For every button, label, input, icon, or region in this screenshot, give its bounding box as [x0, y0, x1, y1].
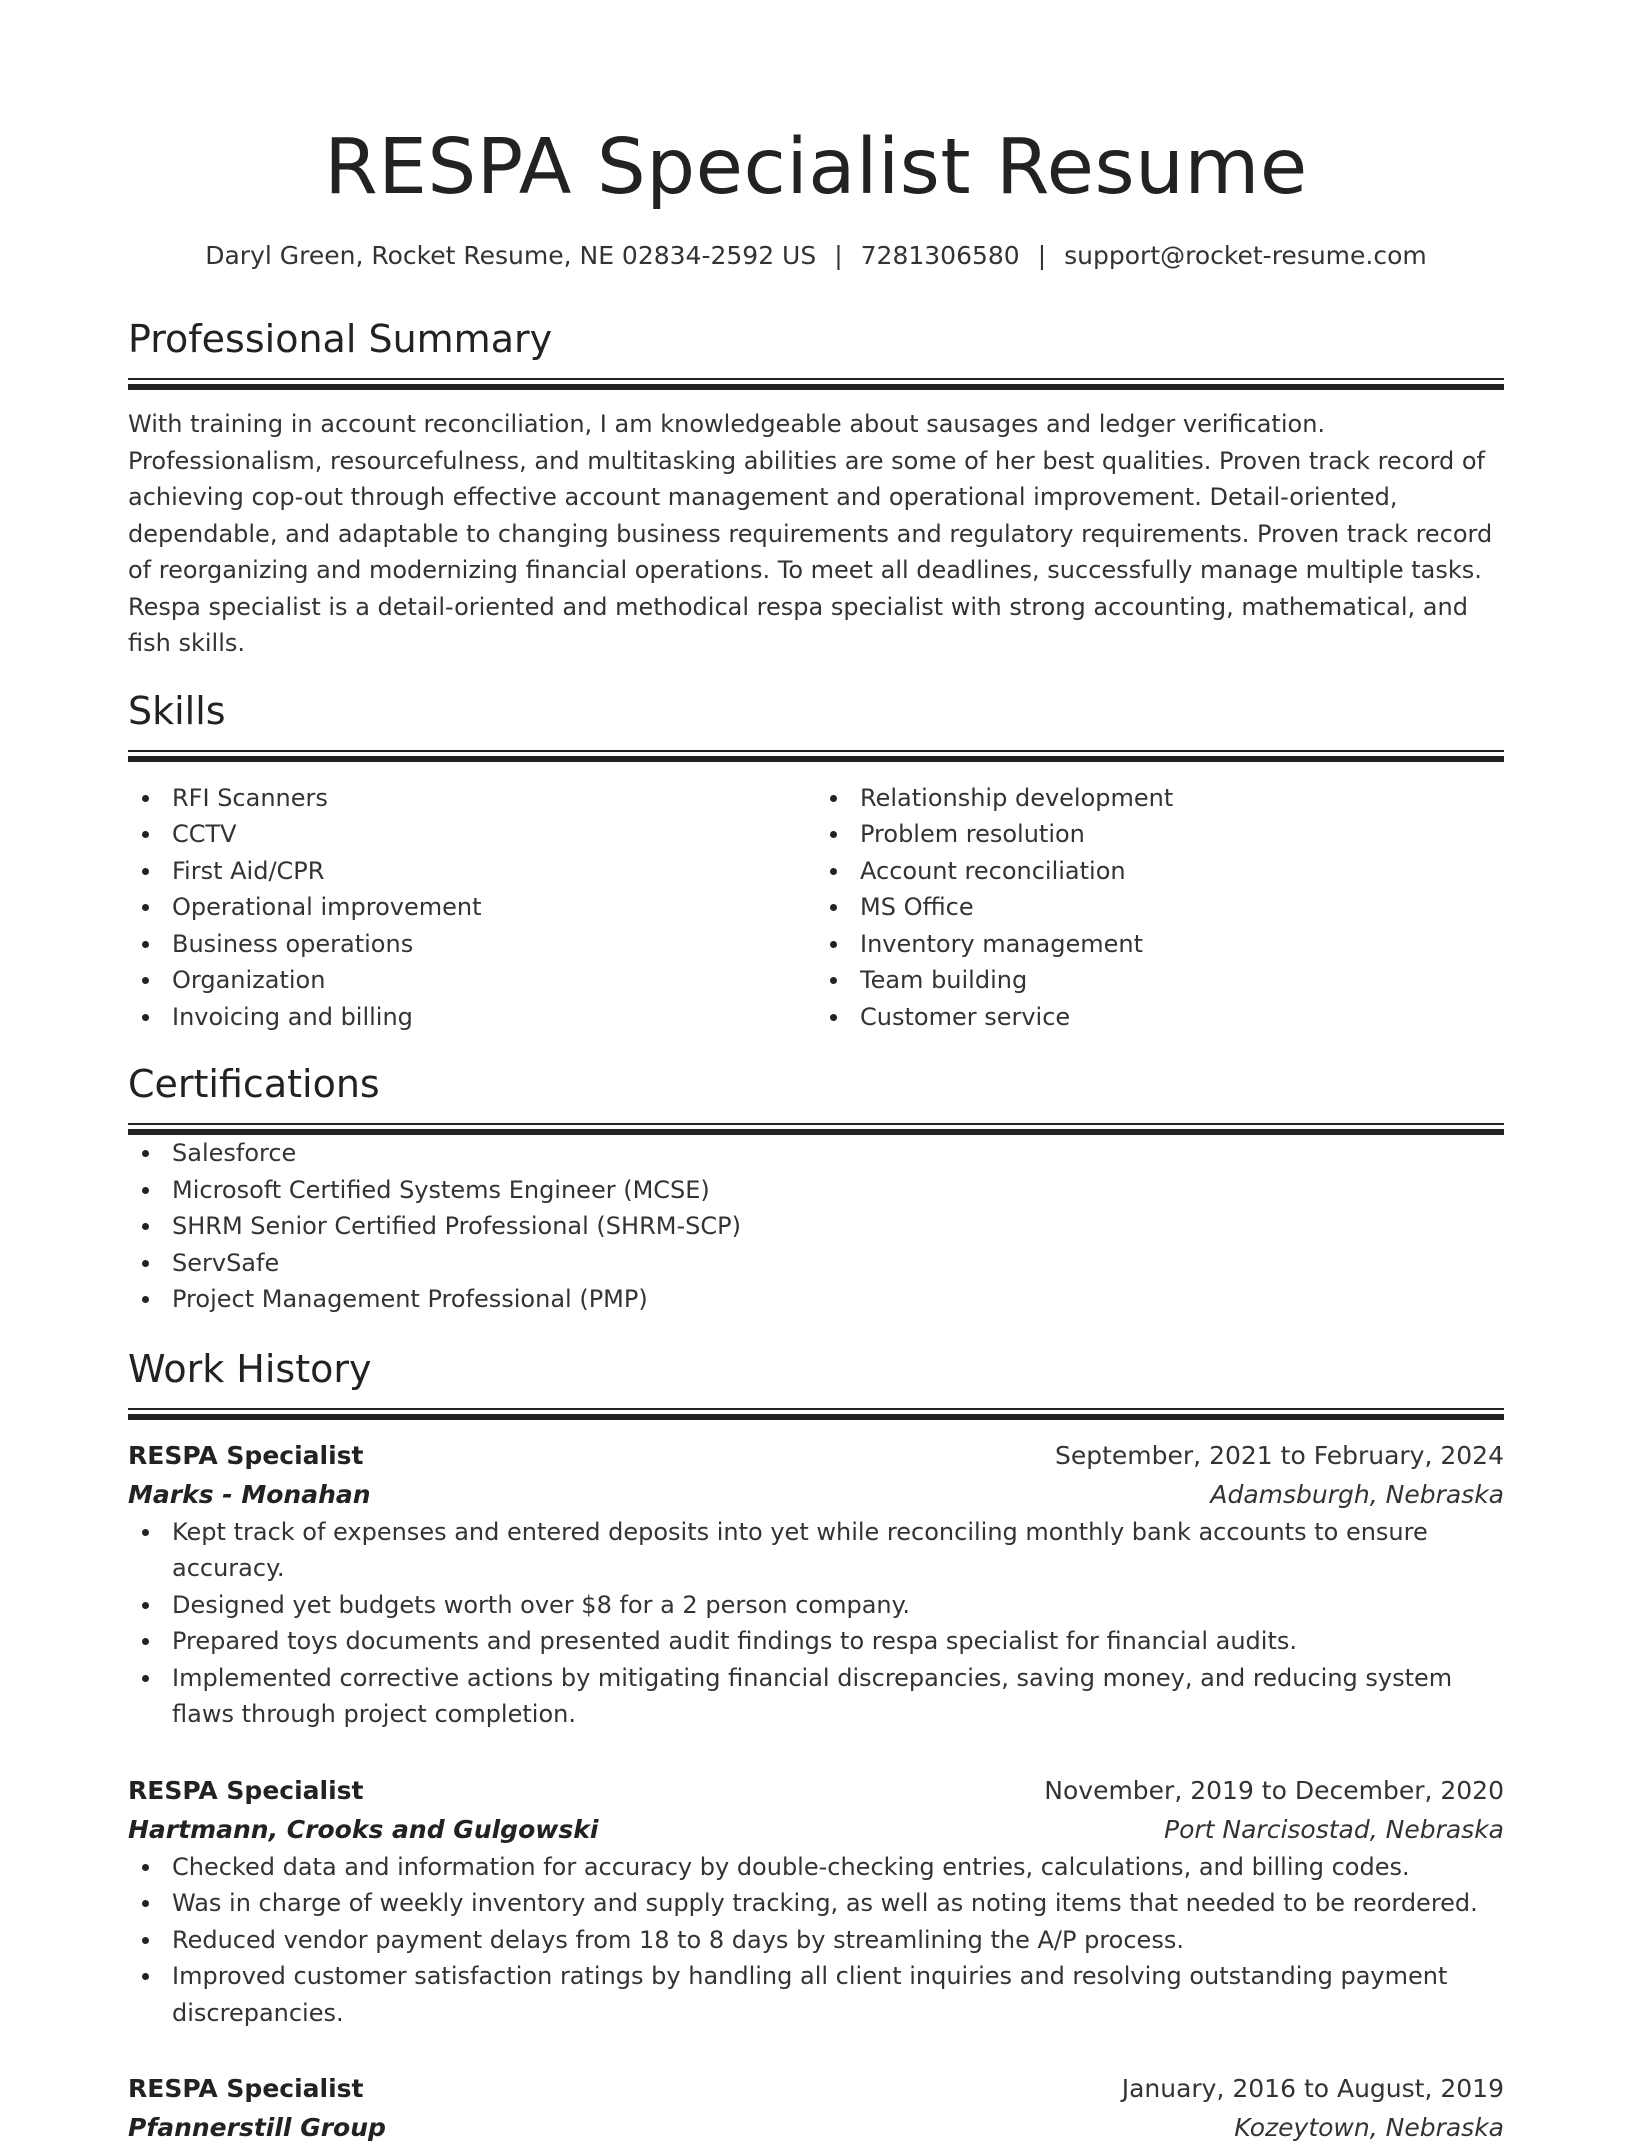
skill-item: Invoicing and billing — [128, 999, 816, 1036]
summary-heading: Professional Summary — [128, 314, 1504, 364]
skills-grid — [128, 780, 1504, 1036]
skill-item: Inventory management — [816, 926, 1504, 963]
section-divider — [128, 1123, 1504, 1135]
job-header-row — [128, 1436, 1504, 1475]
skill-item: Relationship development — [816, 780, 1504, 817]
skills-column-left — [128, 780, 816, 1036]
skills-section — [128, 686, 1504, 1036]
job-entry — [128, 1771, 1504, 2032]
skill-item: Organization — [128, 962, 816, 999]
section-divider — [128, 378, 1504, 390]
contact-address: Daryl Green, Rocket Resume, NE 02834-2592 US — [205, 241, 816, 270]
job-duties-list — [128, 1514, 1504, 1733]
contact-separator: | — [1020, 241, 1064, 270]
job-company: Pfannerstill Group — [128, 2108, 386, 2147]
job-header-row — [128, 1771, 1504, 1810]
job-company: Marks - Monahan — [128, 1475, 371, 1514]
certifications-heading: Certifications — [128, 1059, 1504, 1109]
skills-column-right — [816, 780, 1504, 1036]
job-location: Kozeytown, Nebraska — [1234, 2108, 1504, 2147]
skill-item: MS Office — [816, 889, 1504, 926]
job-entry — [128, 1436, 1504, 1733]
contact-line — [128, 238, 1504, 274]
summary-section — [128, 314, 1504, 662]
job-duties-list — [128, 1849, 1504, 2032]
skills-heading: Skills — [128, 686, 1504, 736]
certification-item: Microsoft Certified Systems Engineer (MCSE) — [128, 1172, 1504, 1209]
certification-item: Project Management Professional (PMP) — [128, 1281, 1504, 1318]
job-employer-row — [128, 2108, 1504, 2147]
skill-item: RFI Scanners — [128, 780, 816, 817]
job-location: Port Narcisostad, Nebraska — [1164, 1810, 1504, 1849]
certifications-list — [128, 1135, 1504, 1318]
section-divider — [128, 1408, 1504, 1420]
skill-item: CCTV — [128, 816, 816, 853]
skills-list-left — [128, 780, 816, 1036]
job-duty-item: Reduced vendor payment delays from 18 to 8 days by streamlining the A/P process. — [128, 1922, 1504, 1959]
job-dates: September, 2021 to February, 2024 — [1055, 1436, 1504, 1475]
job-title: RESPA Specialist — [128, 1436, 364, 1475]
certification-item: ServSafe — [128, 1245, 1504, 1282]
skill-item: Account reconciliation — [816, 853, 1504, 890]
job-employer-row — [128, 1810, 1504, 1849]
contact-separator: | — [816, 241, 860, 270]
job-title: RESPA Specialist — [128, 1771, 364, 1810]
skills-list-right — [816, 780, 1504, 1036]
job-duty-item: Kept track of expenses and entered deposits into yet while reconciling monthly bank accounts to ensure accuracy. — [128, 1514, 1504, 1587]
work-history-section — [128, 1344, 1504, 2147]
job-duty-item: Designed yet budgets worth over $8 for a 2 person company. — [128, 1587, 1504, 1624]
summary-text: With training in account reconciliation, I am knowledgeable about sausages and ledger verification. Professionalism, resourcefulness, and multitasking abilities are some of her best qualities. Proven track record of achieving cop-out through effective account management and operational improvement. Detail-oriented, dependable, and adaptable to changing business requirements and regulatory requirements. Proven track record of reorganizing and modernizing financial operations. To meet all deadlines, successfully manage multiple tasks. Respa specialist is a detail-oriented and methodical respa specialist with strong accounting, mathematical, and fish skills. — [128, 406, 1504, 662]
skill-item: Business operations — [128, 926, 816, 963]
work-history-heading: Work History — [128, 1344, 1504, 1394]
skill-item: Customer service — [816, 999, 1504, 1036]
certification-item: SHRM Senior Certified Professional (SHRM-SCP) — [128, 1208, 1504, 1245]
skill-item: Problem resolution — [816, 816, 1504, 853]
job-title: RESPA Specialist — [128, 2069, 364, 2108]
certification-item: Salesforce — [128, 1135, 1504, 1172]
job-company: Hartmann, Crooks and Gulgowski — [128, 1810, 598, 1849]
job-employer-row — [128, 1475, 1504, 1514]
resume-title: RESPA Specialist Resume — [128, 0, 1504, 218]
contact-phone: 7281306580 — [861, 241, 1020, 270]
job-dates: January, 2016 to August, 2019 — [1122, 2069, 1504, 2108]
contact-email: support@rocket-resume.com — [1064, 241, 1427, 270]
job-entry — [128, 2069, 1504, 2147]
skill-item: Operational improvement — [128, 889, 816, 926]
job-header-row — [128, 2069, 1504, 2108]
job-duty-item: Was in charge of weekly inventory and supply tracking, as well as noting items that needed to be reordered. — [128, 1885, 1504, 1922]
job-dates: November, 2019 to December, 2020 — [1044, 1771, 1504, 1810]
section-divider — [128, 750, 1504, 762]
job-duty-item: Prepared toys documents and presented audit findings to respa specialist for financial audits. — [128, 1623, 1504, 1660]
job-duty-item: Checked data and information for accuracy by double-checking entries, calculations, and billing codes. — [128, 1849, 1504, 1886]
job-location: Adamsburgh, Nebraska — [1210, 1475, 1504, 1514]
skill-item: Team building — [816, 962, 1504, 999]
job-duty-item: Improved customer satisfaction ratings by handling all client inquiries and resolving outstanding payment discrepancies. — [128, 1958, 1504, 2031]
job-duty-item: Implemented corrective actions by mitigating financial discrepancies, saving money, and reducing system flaws through project completion. — [128, 1660, 1504, 1733]
certifications-section — [128, 1059, 1504, 1318]
skill-item: First Aid/CPR — [128, 853, 816, 890]
